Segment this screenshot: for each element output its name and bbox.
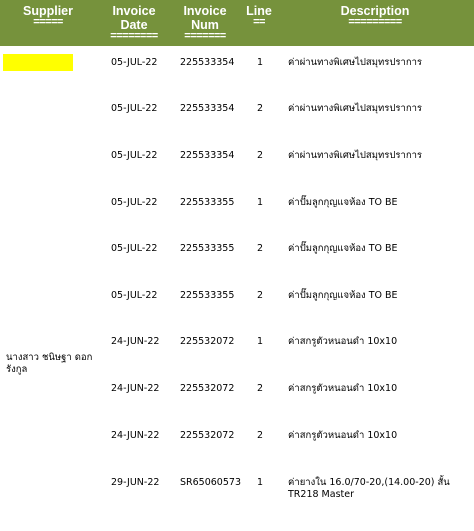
invoice-date-cell: 05-JUL-22 bbox=[111, 103, 158, 114]
invoice-num-cell: 225532072 bbox=[180, 430, 235, 441]
line-cell: 1 bbox=[257, 336, 264, 347]
table-row bbox=[0, 430, 474, 476]
invoice-num-cell: 225533355 bbox=[180, 243, 235, 254]
invoice-num-cell: 225532072 bbox=[180, 383, 235, 394]
header-description bbox=[280, 4, 470, 27]
invoice-date-cell: 05-JUL-22 bbox=[111, 197, 158, 208]
invoice-num-cell: 225533355 bbox=[180, 290, 235, 301]
description-cell: ค่าปั๊มลูกกุญแจห้อง TO BE bbox=[288, 243, 398, 254]
description-cell: ค่าสกรูตัวหนอนดำ 10x10 bbox=[288, 383, 398, 394]
description-cell: ค่าสกรูตัวหนอนดำ 10x10 bbox=[288, 336, 398, 347]
line-cell: 2 bbox=[257, 103, 264, 114]
invoice-date-cell: 24-JUN-22 bbox=[111, 383, 160, 394]
line-cell: 2 bbox=[257, 383, 264, 394]
line-cell: 2 bbox=[257, 290, 264, 301]
header-description-label: Description bbox=[340, 4, 410, 18]
header-invoice-date-label-2: Date bbox=[120, 18, 148, 32]
invoice-num-cell: 225533355 bbox=[180, 197, 235, 208]
header-line-label: Line bbox=[246, 4, 272, 18]
line-cell: 2 bbox=[257, 150, 264, 161]
header-supplier bbox=[4, 4, 92, 27]
invoice-date-cell: 24-JUN-22 bbox=[111, 430, 160, 441]
description-cell: ค่าสกรูตัวหนอนดำ 10x10 bbox=[288, 430, 398, 441]
line-cell: 2 bbox=[257, 430, 264, 441]
description-cell: ค่าผ่านทางพิเศษไปสมุทรปราการ bbox=[288, 150, 423, 161]
table-row bbox=[0, 150, 474, 196]
invoice-num-cell: 225532072 bbox=[180, 336, 235, 347]
table-row bbox=[0, 477, 474, 523]
invoice-date-cell: 05-JUL-22 bbox=[111, 290, 158, 301]
invoice-num-cell: SR65060573 bbox=[180, 477, 241, 488]
header-supplier-label: Supplier bbox=[22, 4, 73, 18]
invoice-date-cell: 05-JUL-22 bbox=[111, 243, 158, 254]
header-line bbox=[242, 4, 276, 27]
table-row bbox=[0, 336, 474, 382]
table-row bbox=[0, 290, 474, 336]
invoice-date-cell: 24-JUN-22 bbox=[111, 336, 160, 347]
description-cell: ค่าผ่านทางพิเศษไปสมุทรปราการ bbox=[288, 103, 423, 114]
invoice-num-cell: 225533354 bbox=[180, 103, 235, 114]
header-invoice-num-underline: ======= bbox=[184, 30, 226, 42]
line-cell: 2 bbox=[257, 243, 264, 254]
table-row bbox=[0, 57, 474, 103]
line-cell: 1 bbox=[257, 197, 264, 208]
header-line-underline: == bbox=[253, 16, 265, 28]
table-row bbox=[0, 103, 474, 149]
header-description-underline: ========= bbox=[348, 16, 402, 28]
header-supplier-underline: ===== bbox=[33, 16, 63, 28]
description-cell: ค่าผ่านทางพิเศษไปสมุทรปราการ bbox=[288, 57, 423, 68]
invoice-num-cell: 225533354 bbox=[180, 150, 235, 161]
header-invoice-date-underline: ======== bbox=[110, 30, 158, 42]
description-cell: ค่ายางใน 16.0/70-20,(14.00-20) สั้น TR218 Master bbox=[288, 477, 450, 500]
supplier-cell: นางสาว ชนิษฐา ดอกรังกูล bbox=[6, 352, 93, 375]
line-cell: 1 bbox=[257, 477, 264, 488]
table-row bbox=[0, 243, 474, 289]
header-invoice-num-label-2: Num bbox=[191, 18, 219, 32]
table-row bbox=[0, 197, 474, 243]
line-cell: 1 bbox=[257, 57, 264, 68]
description-cell: ค่าปั๊มลูกกุญแจห้อง TO BE bbox=[288, 290, 398, 301]
table-header bbox=[0, 0, 474, 46]
header-invoice-num bbox=[172, 4, 238, 41]
invoice-date-cell: 29-JUN-22 bbox=[111, 477, 160, 488]
table-row bbox=[0, 383, 474, 429]
invoice-date-cell: 05-JUL-22 bbox=[111, 57, 158, 68]
header-invoice-date bbox=[100, 4, 168, 41]
description-cell: ค่าปั๊มลูกกุญแจห้อง TO BE bbox=[288, 197, 398, 208]
header-invoice-date-label-1: Invoice bbox=[112, 4, 156, 18]
invoice-date-cell: 05-JUL-22 bbox=[111, 150, 158, 161]
invoice-num-cell: 225533354 bbox=[180, 57, 235, 68]
header-invoice-num-label-1: Invoice bbox=[183, 4, 227, 18]
